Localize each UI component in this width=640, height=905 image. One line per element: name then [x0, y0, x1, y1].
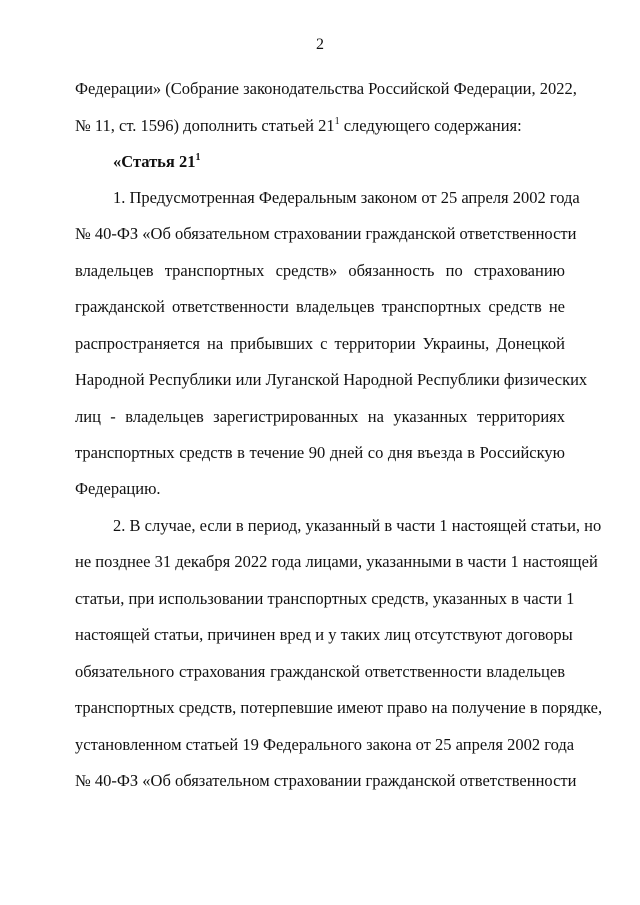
text-line: распространяется на прибывших с территории Украины, Донецкой: [75, 334, 565, 353]
text-line: гражданской ответственности владельцев транспортных средств не: [75, 297, 565, 316]
text-line: лиц - владельцев зарегистрированных на указанных территориях: [75, 407, 565, 426]
text-line: Федерацию.: [75, 479, 161, 498]
text-line: транспортных средств, потерпевшие имеют право на получение в порядке,: [75, 698, 603, 717]
text-line: настоящей статьи, причинен вред и у таких лиц отсутствуют договоры: [75, 625, 573, 644]
text-line: транспортных средств в течение 90 дней со дня въезда в Российскую: [75, 443, 565, 462]
heading-text: «Статья 21: [113, 152, 196, 171]
article-heading: [113, 152, 200, 172]
text-line: Федерации» (Собрание законодательства Российской Федерации, 2022,: [75, 79, 577, 98]
text-line: № 40-ФЗ «Об обязательном страховании гражданской ответственности: [75, 771, 577, 790]
text-line: [75, 116, 565, 136]
text-fragment: следующего содержания:: [339, 116, 522, 135]
text-line: № 40-ФЗ «Об обязательном страховании гражданской ответственности: [75, 224, 577, 243]
superscript: 1: [334, 116, 340, 127]
text-line: владельцев транспортных средств» обязанность по страхованию: [75, 261, 565, 280]
text-line: 1. Предусмотренная Федеральным законом от 25 апреля 2002 года: [113, 188, 580, 207]
text-line: не позднее 31 декабря 2022 года лицами, указанными в части 1 настоящей: [75, 552, 598, 571]
text-line: 2. В случае, если в период, указанный в части 1 настоящей статьи, но: [113, 516, 602, 535]
text-line: статьи, при использовании транспортных средств, указанных в части 1: [75, 589, 575, 608]
heading-superscript: 1: [195, 152, 201, 163]
text-line: обязательного страхования гражданской ответственности владельцев: [75, 662, 565, 681]
text-fragment: № 11, ст. 1596) дополнить статьей 21: [75, 116, 335, 135]
text-line: установленном статьей 19 Федерального закона от 25 апреля 2002 года: [75, 735, 575, 754]
page-number: 2: [316, 36, 324, 53]
text-line: Народной Республики или Луганской Народной Республики физических: [75, 370, 588, 389]
